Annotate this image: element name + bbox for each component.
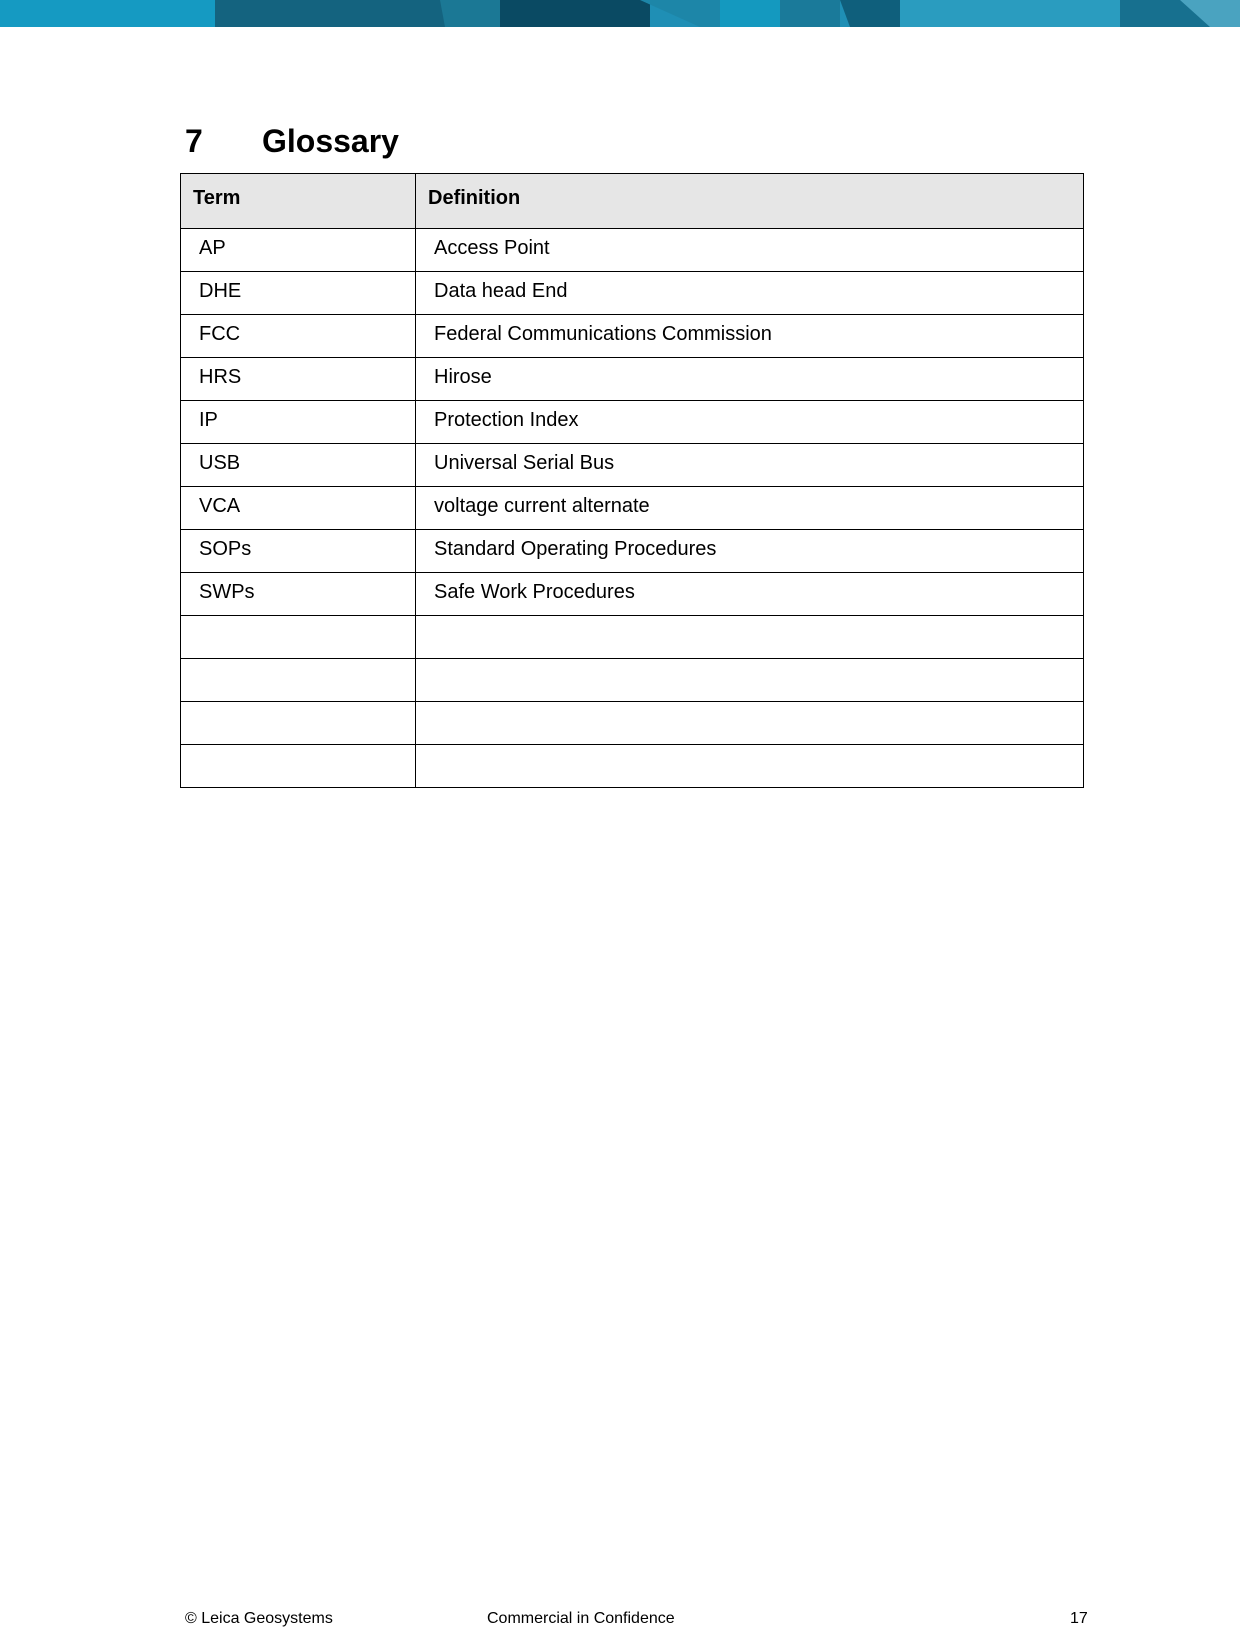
- footer-copyright: © Leica Geosystems: [185, 1610, 333, 1627]
- definition-cell: [416, 702, 1084, 745]
- table-row: [181, 573, 1084, 616]
- definition-cell: [416, 659, 1084, 702]
- glossary-table: [180, 173, 1084, 788]
- term-cell: VCA: [181, 487, 416, 530]
- column-header-definition: Definition: [416, 174, 1084, 229]
- banner-graphic: [0, 0, 1240, 27]
- definition-cell: Universal Serial Bus: [416, 444, 1084, 487]
- section-title: Glossary: [262, 123, 399, 159]
- definition-cell: Federal Communications Commission: [416, 315, 1084, 358]
- term-cell: FCC: [181, 315, 416, 358]
- term-cell: HRS: [181, 358, 416, 401]
- definition-cell: Hirose: [416, 358, 1084, 401]
- term-cell: SOPs: [181, 530, 416, 573]
- table-row: [181, 401, 1084, 444]
- table-row-empty: [181, 616, 1084, 659]
- term-cell: [181, 659, 416, 702]
- table-row: [181, 229, 1084, 272]
- column-header-term: Term: [181, 174, 416, 229]
- header-banner: [0, 0, 1240, 27]
- table-row-empty: [181, 702, 1084, 745]
- table-row: [181, 530, 1084, 573]
- definition-cell: Access Point: [416, 229, 1084, 272]
- table-row: [181, 272, 1084, 315]
- definition-cell: [416, 616, 1084, 659]
- table-row: [181, 487, 1084, 530]
- term-cell: [181, 616, 416, 659]
- definition-cell: Protection Index: [416, 401, 1084, 444]
- table-row: [181, 358, 1084, 401]
- table-header-row: [181, 174, 1084, 229]
- term-cell: [181, 745, 416, 788]
- term-cell: SWPs: [181, 573, 416, 616]
- table-row: [181, 315, 1084, 358]
- table-row-empty: [181, 745, 1084, 788]
- section-number: 7: [185, 123, 203, 159]
- definition-cell: [416, 745, 1084, 788]
- term-cell: DHE: [181, 272, 416, 315]
- term-cell: USB: [181, 444, 416, 487]
- term-cell: IP: [181, 401, 416, 444]
- definition-cell: Standard Operating Procedures: [416, 530, 1084, 573]
- term-cell: AP: [181, 229, 416, 272]
- footer-classification: Commercial in Confidence: [487, 1610, 675, 1627]
- table-row: [181, 444, 1084, 487]
- section-heading: [185, 118, 399, 164]
- definition-cell: Data head End: [416, 272, 1084, 315]
- term-cell: [181, 702, 416, 745]
- definition-cell: Safe Work Procedures: [416, 573, 1084, 616]
- table-row-empty: [181, 659, 1084, 702]
- definition-cell: voltage current alternate: [416, 487, 1084, 530]
- footer-page-number: 17: [1070, 1610, 1088, 1627]
